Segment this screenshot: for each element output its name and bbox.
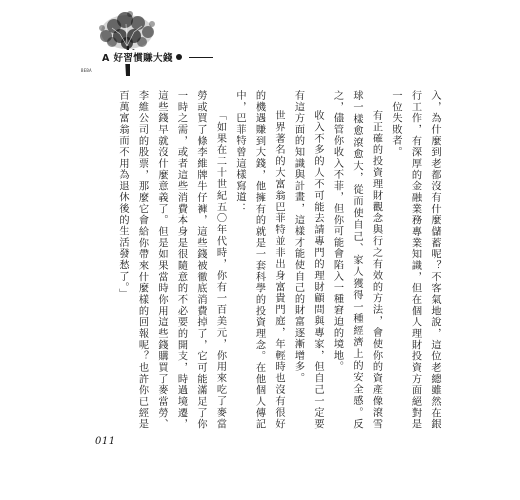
book-title	[98, 50, 189, 64]
bullet-dot-icon	[176, 54, 182, 60]
paragraph-2: 有正確的投資理財觀念與行之有效的方法，會使你的資產像滾雪球一樣愈滾愈大，從而使自己、家人獲得一種經濟上的安全感。反之，儘管你收入不菲，但你可能會陷入一種窘迫的境地。	[331, 90, 382, 430]
paragraph-3: 收入不多的人不可能去請專門的理財顧問與專家，但自己一定要有這方面的知識與計畫，這樣才能使自己的財富逐漸增多。	[292, 90, 323, 430]
paragraph-5: 「如果在二十世紀五〇年代時，你有一百美元，你用來吃了麥當勞或買了條李維牌牛仔褲，這些錢被徹底消費掉了，它可能滿足了你一時之需，或者這些消費本身是很隨意的不必要的開支，時過境遷，這些錢早就沒什麼意義了。但是如果當時你用這些錢購買了麥當勞、李維公司的股票，那麼它會給你帶來什麼樣的回報呢？也許你已經是百萬富翁而不用為退休後的生活發愁了。」	[117, 90, 226, 430]
page-number: 011	[95, 436, 116, 447]
paragraph-1: 入，為什麼到老都沒有什麼儲蓄呢？不客氣地說，這位老總雖然在銀行工作，有深厚的金融業務專業知識，但在個人理財投資方面絕對是一位失敗者。	[390, 90, 440, 430]
publisher-tag: BEBA	[81, 68, 92, 73]
page-header	[0, 0, 520, 80]
book-title-text: A 好習慣賺大錢	[102, 53, 173, 64]
tree-illustration	[92, 10, 162, 76]
paragraph-4: 世界著名的大富翁巴菲特並非出身富貴門庭，年輕時也沒有很好的機遇賺到大錢，他擁有的就是一套科學的投資理念。在他個人傳記中，巴菲特曾這樣寫道：	[234, 90, 284, 430]
body-text	[117, 90, 444, 430]
